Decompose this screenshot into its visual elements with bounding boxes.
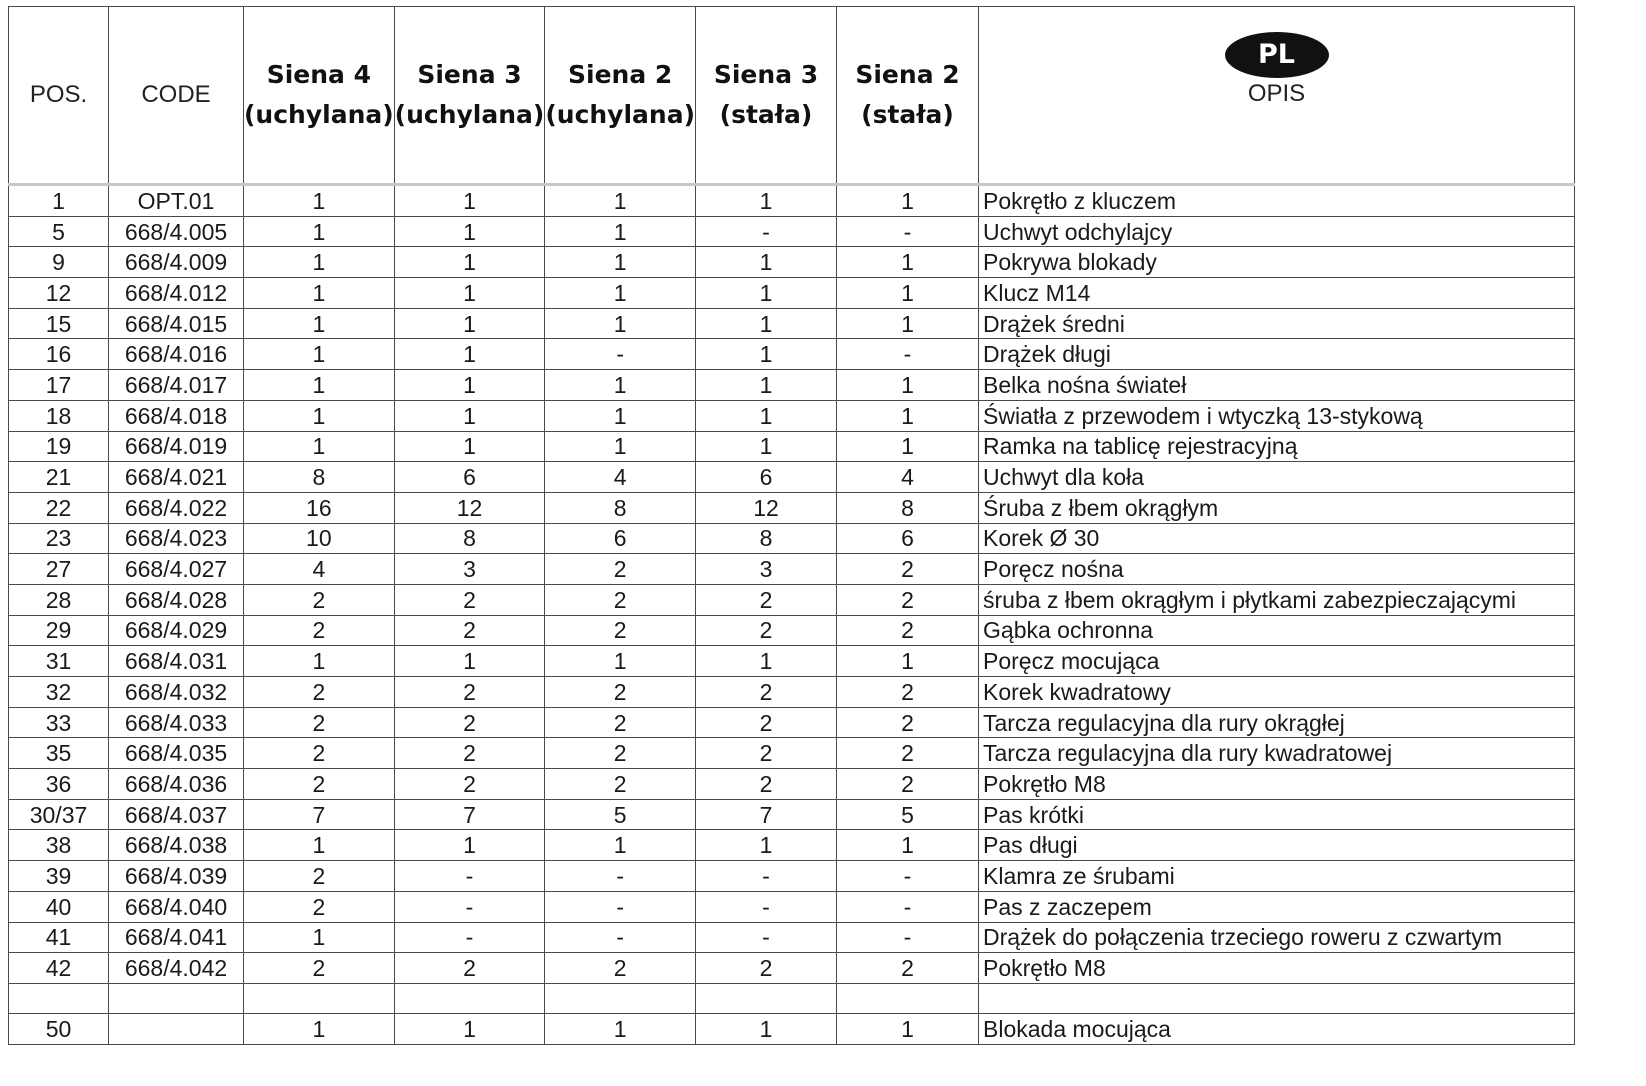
quantity-cell: 16 — [244, 492, 395, 523]
pos-cell: 36 — [9, 769, 109, 800]
quantity-cell: 2 — [244, 615, 395, 646]
description-cell: Gąbka ochronna — [979, 615, 1575, 646]
header-siena2-stala — [837, 7, 979, 185]
description-cell: Pokrywa blokady — [979, 247, 1575, 278]
quantity-cell: 1 — [394, 247, 545, 278]
quantity-cell: 2 — [837, 953, 979, 984]
quantity-cell: 1 — [394, 830, 545, 861]
quantity-cell: 1 — [837, 308, 979, 339]
quantity-cell: 2 — [394, 953, 545, 984]
header-siena3-uchylana — [394, 7, 545, 185]
quantity-cell: 1 — [696, 247, 837, 278]
quantity-cell: 1 — [244, 278, 395, 309]
description-cell: Uchwyt odchylajcy — [979, 216, 1575, 247]
quantity-cell: 6 — [837, 523, 979, 554]
description-cell: Światła z przewodem i wtyczką 13-stykową — [979, 400, 1575, 431]
pos-cell: 15 — [9, 308, 109, 339]
description-cell: śruba z łbem okrągłym i płytkami zabezpieczającymi — [979, 584, 1575, 615]
quantity-cell: 2 — [545, 707, 696, 738]
pos-cell: 27 — [9, 554, 109, 585]
quantity-cell: 8 — [394, 523, 545, 554]
description-cell: Poręcz mocująca — [979, 646, 1575, 677]
pos-cell: 40 — [9, 891, 109, 922]
quantity-cell: 5 — [545, 799, 696, 830]
header-siena2-uchylana — [545, 7, 696, 185]
pos-cell: 29 — [9, 615, 109, 646]
quantity-cell: 8 — [837, 492, 979, 523]
quantity-cell: 1 — [394, 185, 545, 217]
quantity-cell: 1 — [244, 308, 395, 339]
table-row — [9, 738, 1575, 769]
pos-cell: 32 — [9, 677, 109, 708]
quantity-cell: 1 — [837, 370, 979, 401]
pos-cell: 41 — [9, 922, 109, 953]
table-row — [9, 247, 1575, 278]
quantity-cell: 3 — [696, 554, 837, 585]
quantity-cell: 1 — [244, 830, 395, 861]
quantity-cell: 1 — [696, 370, 837, 401]
quantity-cell: - — [696, 922, 837, 953]
table-row — [9, 799, 1575, 830]
quantity-cell: 1 — [696, 185, 837, 217]
quantity-cell: 2 — [837, 707, 979, 738]
header-line1: Siena 3 — [713, 60, 819, 89]
quantity-cell: 8 — [696, 523, 837, 554]
pl-language-badge: PL — [1225, 32, 1329, 78]
quantity-cell: 1 — [545, 216, 696, 247]
quantity-cell: 1 — [545, 185, 696, 217]
table-body — [9, 185, 1575, 1045]
header-line1: Siena 2 — [855, 60, 960, 89]
description-cell: Drążek do połączenia trzeciego roweru z czwartym — [979, 922, 1575, 953]
code-cell: 668/4.016 — [109, 339, 244, 370]
header-code — [109, 7, 244, 185]
quantity-cell: 1 — [837, 1013, 979, 1044]
quantity-cell: 1 — [244, 339, 395, 370]
description-cell: Pas długi — [979, 830, 1575, 861]
quantity-cell: 4 — [837, 462, 979, 493]
quantity-cell: 1 — [837, 431, 979, 462]
code-cell: 668/4.040 — [109, 891, 244, 922]
table-row — [9, 922, 1575, 953]
quantity-cell: 1 — [696, 339, 837, 370]
description-cell: Pokrętło z kluczem — [979, 185, 1575, 217]
table-row — [9, 523, 1575, 554]
table-row — [9, 554, 1575, 585]
description-cell: Pokrętło M8 — [979, 769, 1575, 800]
quantity-cell: 2 — [837, 554, 979, 585]
quantity-cell: 2 — [394, 677, 545, 708]
quantity-cell — [244, 983, 395, 1013]
quantity-cell: 1 — [394, 1013, 545, 1044]
quantity-cell: 1 — [394, 431, 545, 462]
quantity-cell: 6 — [545, 523, 696, 554]
quantity-cell: 1 — [394, 278, 545, 309]
table-row — [9, 707, 1575, 738]
quantity-cell: 1 — [545, 370, 696, 401]
pos-cell: 42 — [9, 953, 109, 984]
table-row — [9, 492, 1575, 523]
quantity-cell: - — [545, 922, 696, 953]
code-cell: 668/4.018 — [109, 400, 244, 431]
description-cell: Ramka na tablicę rejestracyjną — [979, 431, 1575, 462]
description-cell: Klamra ze śrubami — [979, 861, 1575, 892]
quantity-cell: 2 — [244, 677, 395, 708]
quantity-cell: 1 — [244, 922, 395, 953]
table-row — [9, 646, 1575, 677]
table-row — [9, 830, 1575, 861]
pos-cell: 22 — [9, 492, 109, 523]
description-cell: Pas z zaczepem — [979, 891, 1575, 922]
pos-cell: 38 — [9, 830, 109, 861]
pos-cell: 31 — [9, 646, 109, 677]
quantity-cell: 1 — [244, 646, 395, 677]
quantity-cell: 2 — [545, 554, 696, 585]
quantity-cell: 1 — [545, 431, 696, 462]
header-row — [9, 7, 1575, 185]
table-row — [9, 462, 1575, 493]
code-cell: 668/4.032 — [109, 677, 244, 708]
table-row — [9, 953, 1575, 984]
quantity-cell: - — [837, 339, 979, 370]
pos-cell: 28 — [9, 584, 109, 615]
header-line1: Siena 4 — [266, 60, 371, 89]
table-row — [9, 615, 1575, 646]
quantity-cell: 1 — [244, 370, 395, 401]
quantity-cell: 8 — [244, 462, 395, 493]
pos-cell: 21 — [9, 462, 109, 493]
quantity-cell: 1 — [837, 400, 979, 431]
quantity-cell — [394, 983, 545, 1013]
table-row — [9, 584, 1575, 615]
description-cell: Belka nośna świateł — [979, 370, 1575, 401]
code-cell: 668/4.042 — [109, 953, 244, 984]
quantity-cell: 3 — [394, 554, 545, 585]
code-cell: 668/4.019 — [109, 431, 244, 462]
code-cell: 668/4.039 — [109, 861, 244, 892]
quantity-cell: 1 — [837, 185, 979, 217]
quantity-cell: 1 — [394, 370, 545, 401]
pos-cell: 9 — [9, 247, 109, 278]
pos-cell: 23 — [9, 523, 109, 554]
quantity-cell: 2 — [837, 615, 979, 646]
description-cell: Drążek średni — [979, 308, 1575, 339]
quantity-cell: 1 — [244, 431, 395, 462]
pos-cell: 19 — [9, 431, 109, 462]
pos-cell: 33 — [9, 707, 109, 738]
header-line2: (uchylana) — [244, 100, 394, 129]
code-cell: 668/4.022 — [109, 492, 244, 523]
code-cell — [109, 983, 244, 1013]
table-row — [9, 308, 1575, 339]
quantity-cell: 2 — [244, 707, 395, 738]
header-line1: Siena 3 — [417, 60, 522, 89]
code-cell: 668/4.028 — [109, 584, 244, 615]
quantity-cell: - — [394, 861, 545, 892]
quantity-cell: 1 — [545, 308, 696, 339]
header-siena3-stala — [696, 7, 837, 185]
quantity-cell: 12 — [696, 492, 837, 523]
quantity-cell: 1 — [545, 247, 696, 278]
quantity-cell: 2 — [696, 584, 837, 615]
code-cell: 668/4.035 — [109, 738, 244, 769]
code-cell: 668/4.027 — [109, 554, 244, 585]
quantity-cell: 10 — [244, 523, 395, 554]
quantity-cell: 7 — [394, 799, 545, 830]
quantity-cell: 1 — [545, 1013, 696, 1044]
pos-cell — [9, 983, 109, 1013]
description-cell: Drążek długi — [979, 339, 1575, 370]
table-row — [9, 185, 1575, 217]
quantity-cell — [837, 983, 979, 1013]
header-line2: (stała) — [861, 100, 954, 129]
quantity-cell: 7 — [696, 799, 837, 830]
quantity-cell: 1 — [394, 216, 545, 247]
code-cell: OPT.01 — [109, 185, 244, 217]
quantity-cell: 2 — [545, 584, 696, 615]
quantity-cell: 1 — [837, 278, 979, 309]
header-opis-label: OPIS — [1247, 80, 1306, 107]
pos-cell: 17 — [9, 370, 109, 401]
quantity-cell: 1 — [545, 646, 696, 677]
quantity-cell: 2 — [394, 615, 545, 646]
header-line2: (uchylana) — [545, 100, 696, 129]
header-pos — [9, 7, 109, 185]
pos-cell: 30/37 — [9, 799, 109, 830]
table-row — [9, 216, 1575, 247]
code-cell: 668/4.005 — [109, 216, 244, 247]
quantity-cell: - — [394, 922, 545, 953]
table-row — [9, 339, 1575, 370]
pos-cell: 18 — [9, 400, 109, 431]
quantity-cell: 2 — [545, 769, 696, 800]
quantity-cell: 1 — [244, 185, 395, 217]
code-cell: 668/4.038 — [109, 830, 244, 861]
quantity-cell: 1 — [394, 400, 545, 431]
code-cell — [109, 1013, 244, 1044]
quantity-cell: 2 — [696, 615, 837, 646]
header-code-label: CODE — [141, 81, 211, 108]
quantity-cell: 6 — [394, 462, 545, 493]
quantity-cell: 1 — [545, 400, 696, 431]
quantity-cell: 2 — [837, 584, 979, 615]
quantity-cell: 2 — [394, 707, 545, 738]
header-line2: (stała) — [719, 100, 813, 129]
quantity-cell: 1 — [696, 1013, 837, 1044]
table-row — [9, 431, 1575, 462]
quantity-cell: 2 — [244, 953, 395, 984]
description-cell: Śruba z łbem okrągłym — [979, 492, 1575, 523]
code-cell: 668/4.009 — [109, 247, 244, 278]
quantity-cell: 1 — [545, 278, 696, 309]
code-cell: 668/4.033 — [109, 707, 244, 738]
quantity-cell: 2 — [244, 769, 395, 800]
quantity-cell: - — [696, 216, 837, 247]
quantity-cell: - — [545, 891, 696, 922]
code-cell: 668/4.031 — [109, 646, 244, 677]
quantity-cell: 1 — [696, 400, 837, 431]
quantity-cell: 1 — [244, 400, 395, 431]
header-line2: (uchylana) — [394, 100, 545, 129]
quantity-cell: 2 — [837, 769, 979, 800]
quantity-cell: 2 — [244, 584, 395, 615]
quantity-cell: 8 — [545, 492, 696, 523]
header-siena4-uchylana — [244, 7, 395, 185]
quantity-cell — [545, 983, 696, 1013]
header-line1: Siena 2 — [568, 60, 673, 89]
quantity-cell: 2 — [696, 769, 837, 800]
quantity-cell: 1 — [837, 247, 979, 278]
quantity-cell: - — [696, 861, 837, 892]
quantity-cell: - — [696, 891, 837, 922]
pos-cell: 35 — [9, 738, 109, 769]
quantity-cell: 7 — [244, 799, 395, 830]
quantity-cell: 2 — [244, 891, 395, 922]
quantity-cell — [696, 983, 837, 1013]
header-opis — [979, 7, 1575, 185]
quantity-cell: - — [837, 922, 979, 953]
quantity-cell: - — [837, 861, 979, 892]
quantity-cell: - — [837, 891, 979, 922]
quantity-cell: 2 — [394, 738, 545, 769]
description-cell — [979, 983, 1575, 1013]
quantity-cell: 2 — [696, 677, 837, 708]
quantity-cell: 2 — [696, 707, 837, 738]
table-row — [9, 861, 1575, 892]
description-cell: Klucz M14 — [979, 278, 1575, 309]
quantity-cell: 1 — [545, 830, 696, 861]
code-cell: 668/4.037 — [109, 799, 244, 830]
description-cell: Korek kwadratowy — [979, 677, 1575, 708]
pos-cell: 16 — [9, 339, 109, 370]
quantity-cell: 1 — [696, 278, 837, 309]
code-cell: 668/4.029 — [109, 615, 244, 646]
quantity-cell: 5 — [837, 799, 979, 830]
quantity-cell: 4 — [244, 554, 395, 585]
table-row — [9, 278, 1575, 309]
quantity-cell: 2 — [837, 677, 979, 708]
quantity-cell: 12 — [394, 492, 545, 523]
quantity-cell: 2 — [545, 953, 696, 984]
description-cell: Uchwyt dla koła — [979, 462, 1575, 493]
table-row — [9, 677, 1575, 708]
header-pos-label: POS. — [29, 81, 88, 108]
code-cell: 668/4.015 — [109, 308, 244, 339]
quantity-cell: 1 — [696, 308, 837, 339]
code-cell: 668/4.041 — [109, 922, 244, 953]
quantity-cell: 2 — [545, 677, 696, 708]
quantity-cell: - — [394, 891, 545, 922]
quantity-cell: 2 — [545, 738, 696, 769]
code-cell: 668/4.012 — [109, 278, 244, 309]
code-cell: 668/4.017 — [109, 370, 244, 401]
table-row — [9, 1013, 1575, 1044]
pos-cell: 5 — [9, 216, 109, 247]
quantity-cell: 1 — [394, 308, 545, 339]
table-row — [9, 370, 1575, 401]
table-row — [9, 769, 1575, 800]
quantity-cell: 1 — [244, 247, 395, 278]
quantity-cell: 2 — [394, 769, 545, 800]
quantity-cell: 2 — [696, 953, 837, 984]
pos-cell: 50 — [9, 1013, 109, 1044]
quantity-cell: 1 — [394, 339, 545, 370]
quantity-cell: 1 — [696, 830, 837, 861]
table-row — [9, 400, 1575, 431]
quantity-cell: 1 — [696, 646, 837, 677]
quantity-cell: - — [545, 339, 696, 370]
quantity-cell: 2 — [545, 615, 696, 646]
description-cell: Tarcza regulacyjna dla rury kwadratowej — [979, 738, 1575, 769]
quantity-cell: 2 — [244, 861, 395, 892]
pos-cell: 12 — [9, 278, 109, 309]
code-cell: 668/4.021 — [109, 462, 244, 493]
table-row — [9, 983, 1575, 1013]
quantity-cell: 2 — [696, 738, 837, 769]
description-cell: Pas krótki — [979, 799, 1575, 830]
quantity-cell: 1 — [394, 646, 545, 677]
quantity-cell: 6 — [696, 462, 837, 493]
description-cell: Korek Ø 30 — [979, 523, 1575, 554]
quantity-cell: 2 — [394, 584, 545, 615]
code-cell: 668/4.023 — [109, 523, 244, 554]
description-cell: Tarcza regulacyjna dla rury okrągłej — [979, 707, 1575, 738]
quantity-cell: 1 — [696, 431, 837, 462]
quantity-cell: - — [837, 216, 979, 247]
pos-cell: 1 — [9, 185, 109, 217]
description-cell: Pokrętło M8 — [979, 953, 1575, 984]
description-cell: Blokada mocująca — [979, 1013, 1575, 1044]
quantity-cell: 1 — [244, 1013, 395, 1044]
quantity-cell: 1 — [837, 830, 979, 861]
pos-cell: 39 — [9, 861, 109, 892]
code-cell: 668/4.036 — [109, 769, 244, 800]
quantity-cell: 1 — [244, 216, 395, 247]
quantity-cell: 2 — [244, 738, 395, 769]
quantity-cell: 4 — [545, 462, 696, 493]
quantity-cell: 1 — [837, 646, 979, 677]
description-cell: Poręcz nośna — [979, 554, 1575, 585]
quantity-cell: - — [545, 861, 696, 892]
table-row — [9, 891, 1575, 922]
parts-table — [8, 6, 1575, 1045]
quantity-cell: 2 — [837, 738, 979, 769]
